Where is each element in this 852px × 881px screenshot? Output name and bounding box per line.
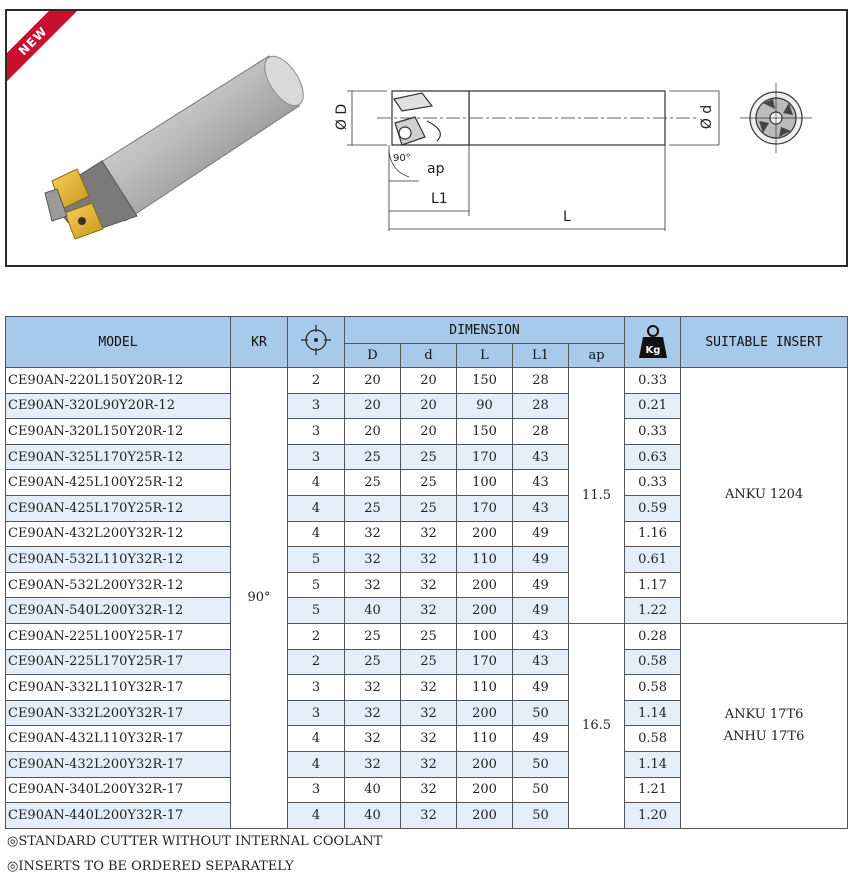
ap-cell: 16.5 [569,623,625,828]
weight-cell: 0.58 [625,649,681,675]
teeth-cell: 4 [288,751,345,777]
d-cell: 32 [401,521,457,547]
weight-cell: 0.61 [625,547,681,573]
L-cell: 100 [457,470,513,496]
L-cell: 90 [457,393,513,419]
ap-label: ap [427,161,445,177]
cutter-render [45,50,311,239]
teeth-cell: 3 [288,675,345,701]
L1-label: L1 [431,191,448,207]
technical-drawing [347,83,812,231]
d-cell: 32 [401,675,457,701]
L1-cell: 50 [513,751,569,777]
L-cell: 100 [457,623,513,649]
D-cell: 20 [345,419,401,445]
d-cell: 32 [401,803,457,829]
insert-cell [681,623,848,828]
L1-cell: 50 [513,700,569,726]
L1-cell: 28 [513,393,569,419]
d-cell: 32 [401,751,457,777]
model-cell: CE90AN-532L110Y32R-12 [6,547,231,573]
col-L: L [457,344,513,368]
L1-cell: 28 [513,419,569,445]
col-d: d [401,344,457,368]
L1-cell: 43 [513,444,569,470]
d-cell: 25 [401,495,457,521]
model-cell: CE90AN-225L170Y25R-17 [6,649,231,675]
d-cell: 32 [401,777,457,803]
weight-cell: 0.33 [625,419,681,445]
d-cell: 32 [401,572,457,598]
D-cell: 40 [345,777,401,803]
model-cell: CE90AN-440L200Y32R-17 [6,803,231,829]
L1-cell: 28 [513,368,569,394]
D-cell: 25 [345,623,401,649]
table-row [6,368,848,394]
D-cell: 32 [345,547,401,573]
col-suitable-insert: SUITABLE INSERT [681,317,848,368]
d-cell: 32 [401,700,457,726]
L-cell: 170 [457,444,513,470]
d-cell: 20 [401,368,457,394]
d-cell: 20 [401,419,457,445]
weight-kg-icon [638,324,668,360]
col-teeth [288,317,345,368]
insert-name: ANHU 17T6 [723,728,805,744]
L-cell: 170 [457,495,513,521]
D-cell: 20 [345,368,401,394]
diameter-d-label: Ø d [699,104,716,130]
weight-cell: 0.33 [625,470,681,496]
table-body [6,368,848,829]
col-model: MODEL [6,317,231,368]
weight-cell: 1.21 [625,777,681,803]
weight-cell: 1.14 [625,751,681,777]
L1-cell: 49 [513,726,569,752]
product-illustration [5,9,848,267]
model-cell: CE90AN-340L200Y32R-17 [6,777,231,803]
col-D: D [345,344,401,368]
note-inserts: ◎INSERTS TO BE ORDERED SEPARATELY [7,859,294,874]
L1-cell: 49 [513,547,569,573]
L1-cell: 43 [513,470,569,496]
insert-name: ANKU 17T6 [724,706,804,722]
teeth-cell: 5 [288,547,345,573]
L-cell: 200 [457,572,513,598]
D-cell: 20 [345,393,401,419]
model-cell: CE90AN-225L100Y25R-17 [6,623,231,649]
teeth-cell: 5 [288,572,345,598]
angle-label: 90° [393,153,411,164]
L-label: L [563,209,571,225]
teeth-cell: 2 [288,623,345,649]
D-cell: 25 [345,470,401,496]
insert-name: ANKU 1204 [724,487,804,503]
model-cell: CE90AN-220L150Y20R-12 [6,368,231,394]
L-cell: 200 [457,521,513,547]
model-cell: CE90AN-432L200Y32R-12 [6,521,231,547]
weight-cell: 0.63 [625,444,681,470]
weight-cell: 1.22 [625,598,681,624]
d-cell: 32 [401,547,457,573]
weight-cell: 0.28 [625,623,681,649]
teeth-cell: 3 [288,419,345,445]
weight-cell: 1.20 [625,803,681,829]
L-cell: 110 [457,675,513,701]
weight-unit: Kg [645,345,661,356]
teeth-cell: 4 [288,470,345,496]
weight-cell: 0.58 [625,675,681,701]
d-cell: 25 [401,470,457,496]
model-cell: CE90AN-325L170Y25R-12 [6,444,231,470]
weight-cell: 0.21 [625,393,681,419]
D-cell: 40 [345,803,401,829]
specification-table [5,316,848,829]
L1-cell: 43 [513,649,569,675]
L-cell: 200 [457,803,513,829]
diameter-D-label: Ø D [334,103,351,131]
D-cell: 25 [345,649,401,675]
L-cell: 200 [457,598,513,624]
L1-cell: 49 [513,572,569,598]
col-ap: ap [569,344,625,368]
D-cell: 32 [345,726,401,752]
model-cell: CE90AN-425L170Y25R-12 [6,495,231,521]
teeth-cell: 4 [288,521,345,547]
L-cell: 110 [457,547,513,573]
model-cell: CE90AN-432L200Y32R-17 [6,751,231,777]
model-cell: CE90AN-332L110Y32R-17 [6,675,231,701]
L1-cell: 50 [513,803,569,829]
drawing-canvas [7,11,846,265]
col-L1: L1 [513,344,569,368]
L-cell: 200 [457,700,513,726]
weight-cell: 1.14 [625,700,681,726]
teeth-cell: 3 [288,393,345,419]
L-cell: 150 [457,368,513,394]
weight-cell: 0.58 [625,726,681,752]
teeth-cell: 4 [288,495,345,521]
D-cell: 40 [345,598,401,624]
L1-cell: 49 [513,675,569,701]
teeth-cell: 5 [288,598,345,624]
d-cell: 32 [401,598,457,624]
d-cell: 25 [401,649,457,675]
weight-cell: 1.17 [625,572,681,598]
model-cell: CE90AN-540L200Y32R-12 [6,598,231,624]
L-cell: 110 [457,726,513,752]
L1-cell: 43 [513,495,569,521]
col-kr: KR [231,317,288,368]
model-cell: CE90AN-532L200Y32R-12 [6,572,231,598]
model-cell: CE90AN-432L110Y32R-17 [6,726,231,752]
D-cell: 32 [345,675,401,701]
L-cell: 150 [457,419,513,445]
L-cell: 200 [457,777,513,803]
D-cell: 32 [345,751,401,777]
ap-cell: 11.5 [569,368,625,624]
d-cell: 32 [401,726,457,752]
L1-cell: 50 [513,777,569,803]
new-badge: NEW [5,9,82,90]
teeth-cell: 3 [288,777,345,803]
d-cell: 25 [401,444,457,470]
weight-cell: 1.16 [625,521,681,547]
teeth-cell: 3 [288,444,345,470]
teeth-cell: 2 [288,649,345,675]
L1-cell: 49 [513,521,569,547]
D-cell: 32 [345,700,401,726]
D-cell: 25 [345,495,401,521]
teeth-cell: 4 [288,726,345,752]
model-cell: CE90AN-332L200Y32R-17 [6,700,231,726]
d-cell: 20 [401,393,457,419]
D-cell: 32 [345,572,401,598]
teeth-cell: 2 [288,368,345,394]
L-cell: 170 [457,649,513,675]
cutter-teeth-icon [299,323,333,357]
insert-cell [681,368,848,624]
col-dimension: DIMENSION [345,317,625,344]
d-cell: 25 [401,623,457,649]
D-cell: 25 [345,444,401,470]
model-cell: CE90AN-425L100Y25R-12 [6,470,231,496]
teeth-cell: 3 [288,700,345,726]
weight-cell: 0.59 [625,495,681,521]
L-cell: 200 [457,751,513,777]
col-weight [625,317,681,368]
D-cell: 32 [345,521,401,547]
table-row [6,623,848,649]
kr-cell: 90° [231,368,288,829]
model-cell: CE90AN-320L90Y20R-12 [6,393,231,419]
note-coolant: ◎STANDARD CUTTER WITHOUT INTERNAL COOLANT [7,834,383,849]
teeth-cell: 4 [288,803,345,829]
L1-cell: 43 [513,623,569,649]
L1-cell: 49 [513,598,569,624]
model-cell: CE90AN-320L150Y20R-12 [6,419,231,445]
weight-cell: 0.33 [625,368,681,394]
